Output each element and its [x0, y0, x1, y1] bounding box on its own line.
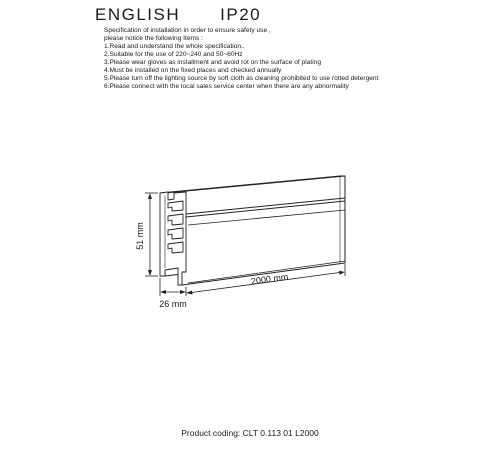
- track-front-face: [165, 176, 345, 285]
- spec-item-6: 6.Please connect with the local sales service center when there are any abnormality: [104, 83, 349, 90]
- width-label: 26 mm: [159, 299, 187, 309]
- product-coding: Product coding: CLT 0.113 01 L2000: [181, 428, 319, 438]
- width-arrow-right: [180, 290, 186, 294]
- spec-item-2: 2.Suitable for the use of 220~240 and 50~60Hz: [104, 51, 243, 58]
- height-arrow-top: [148, 193, 152, 199]
- height-label: 51 mm: [135, 222, 145, 250]
- track-body: [160, 176, 345, 285]
- spec-intro-2: please notice the following Items :: [104, 35, 203, 42]
- width-arrow-left: [160, 290, 166, 294]
- spec-item-1: 1.Read and understand the whole specification..: [104, 43, 245, 50]
- spec-intro: Specification of installation in order to ensure safety use ,: [104, 27, 271, 34]
- length-arrow-left: [186, 291, 193, 295]
- dimension-height: [145, 193, 158, 276]
- ip-rating: IP20: [220, 5, 262, 24]
- language-title: ENGLISH: [95, 5, 181, 24]
- height-arrow-bottom: [148, 270, 152, 276]
- length-arrow-right: [339, 271, 345, 275]
- length-label: 2000 mm: [250, 271, 289, 287]
- spec-item-5: 5.Please turn off the lighting source by soft cloth as cleaning prohibited to use rotted detergent: [104, 75, 379, 82]
- spec-item-3: 3.Please wear gloves as installment and avoid rot on the surface of plating: [104, 59, 321, 66]
- spec-item-4: 4.Must be installed on the fixed places and checked annually: [104, 67, 282, 74]
